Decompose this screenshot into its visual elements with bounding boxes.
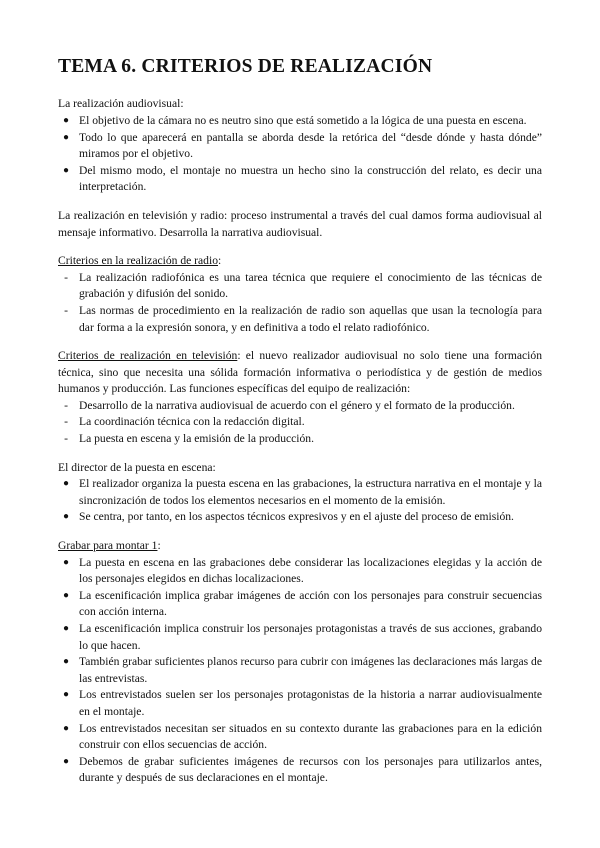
bullet-marker: ● <box>62 589 70 601</box>
paragraph: La realización en televisión y radio: proceso instrumental a través del cual damos forma audiovisual al mensaje informativo. Desarrolla la narrativa audiovisual. <box>58 208 542 239</box>
bullet-marker: ● <box>62 131 70 143</box>
section-realizacion-audiovisual <box>58 96 542 196</box>
bullet-marker: ● <box>62 623 70 635</box>
list-item: - Las normas de procedimiento en la realización de radio son aquellas que usan la tecnología para dar forma a la expresión sonora, y en definitiva a todo el relato radiofónico. <box>58 303 542 336</box>
list-item: - La puesta en escena y la emisión de la producción. <box>58 431 542 448</box>
section-heading: Grabar para montar 1: <box>58 539 161 553</box>
bullet-marker: ● <box>62 722 70 734</box>
paragraph: Criterios de realización en televisión: el nuevo realizador audiovisual no solo tiene una formación técnica, sino que necesita una sólida formación informativa o periodística y de gestión de medios humanos y producción. Las funciones específicas del equipo de realización: <box>58 349 542 396</box>
section-criterios-radio <box>58 253 542 336</box>
dash-marker: - <box>64 432 68 446</box>
section-heading: La realización audiovisual: <box>58 97 184 111</box>
section-criterios-television <box>58 348 542 448</box>
section-heading: Criterios en la realización de radio: <box>58 254 222 268</box>
list-item: ● La puesta en escena en las grabaciones debe considerar las localizaciones elegidas y la acción de los personajes elegidos en dichas localizaciones. <box>58 555 542 588</box>
bullet-list <box>58 113 542 196</box>
list-item: - Desarrollo de la narrativa audiovisual de acuerdo con el género y el formato de la producción. <box>58 398 542 415</box>
list-item: ● Todo lo que aparecerá en pantalla se aborda desde la retórica del “desde dónde y hasta dónde” miramos por el objetivo. <box>58 130 542 163</box>
bullet-marker: ● <box>62 164 70 176</box>
dash-list <box>58 398 542 448</box>
bullet-marker: ● <box>62 114 70 126</box>
list-item: ● El realizador organiza la puesta escena en las grabaciones, la estructura narrativa en el montaje y la sincronización de todos los elementos necesarios en el momento de la emisión. <box>58 476 542 509</box>
dash-marker: - <box>64 415 68 429</box>
list-item: ● Se centra, por tanto, en los aspectos técnicos expresivos y en el ajuste del proceso de emisión. <box>58 509 542 526</box>
bullet-marker: ● <box>62 689 70 701</box>
list-item: - La coordinación técnica con la redacción digital. <box>58 414 542 431</box>
list-item: ● También grabar suficientes planos recurso para cubrir con imágenes las declaraciones más largas de las entrevistas. <box>58 654 542 687</box>
list-item: ● Los entrevistados necesitan ser situados en su contexto durante las grabaciones para en la edición construir con ellos secuencias de acción. <box>58 721 542 754</box>
list-item: ● La escenificación implica grabar imágenes de acción con los personajes para construir secuencias con acción interna. <box>58 588 542 621</box>
section-tv-radio <box>58 208 542 241</box>
dash-list <box>58 270 542 336</box>
bullet-marker: ● <box>62 656 70 668</box>
bullet-marker: ● <box>62 556 70 568</box>
list-item: - La realización radiofónica es una tarea técnica que requiere el conocimiento de las técnicas de grabación y difusión del sonido. <box>58 270 542 303</box>
section-heading: El director de la puesta en escena: <box>58 460 216 474</box>
bullet-marker: ● <box>62 478 70 490</box>
dash-marker: - <box>64 303 68 317</box>
bullet-marker: ● <box>62 511 70 523</box>
list-item: ● Los entrevistados suelen ser los personajes protagonistas de la historia a narrar audiovisualmente en el montaje. <box>58 687 542 720</box>
list-item: ● Del mismo modo, el montaje no muestra un hecho sino la construcción del relato, es decir una interpretación. <box>58 163 542 196</box>
list-item: ● El objetivo de la cámara no es neutro sino que está sometido a la lógica de una puesta en escena. <box>58 113 542 130</box>
list-item: ● La escenificación implica construir los personajes protagonistas a través de sus acciones, grabando lo que hacen. <box>58 621 542 654</box>
list-item: ● Debemos de grabar suficientes imágenes de recursos con los personajes para utilizarlos antes, durante y después de sus declaraciones en el montaje. <box>58 754 542 787</box>
bullet-marker: ● <box>62 755 70 767</box>
section-grabar-para-montar <box>58 538 542 787</box>
bullet-list <box>58 476 542 526</box>
dash-marker: - <box>64 270 68 284</box>
section-director-puesta-escena <box>58 460 542 526</box>
page-title: TEMA 6. CRITERIOS DE REALIZACIÓN <box>58 56 433 77</box>
dash-marker: - <box>64 398 68 412</box>
bullet-list <box>58 555 542 787</box>
